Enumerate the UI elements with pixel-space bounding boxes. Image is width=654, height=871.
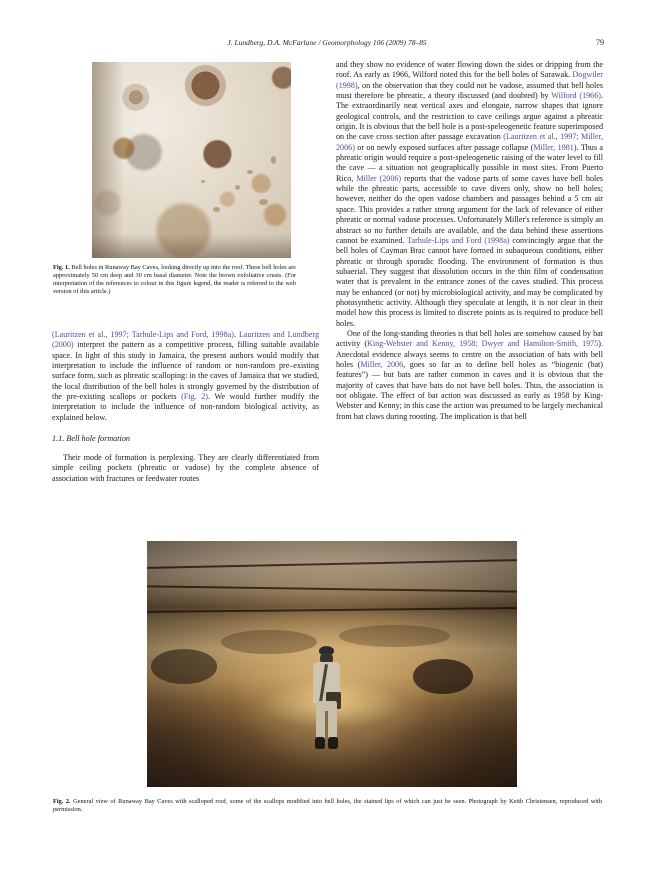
right-p2-text-a: One of the long-standing theories is that bell holes are somehow caused by bat activity ( (336, 328, 603, 349)
figure-1-crust-speck (201, 180, 205, 183)
right-p1-text-a: and they show no evidence of water flowing down the sides or dripping from the roof. As early as 1966, Wilford noted this for the bell holes of Sarawak. (336, 60, 603, 80)
left-p1-text-b: interpret the pattern as a competitive process, filling suitable available space. In light of this study in Jamaica, the present authors would modify that interpretation to include the influence of random or non-random pre–existing surface form, such as phreatic scalloping: in the caves of Jamaica that we studied, the local distribution of the bell holes is strongly governed by the distribution of the pre-existing scallops or pockets (52, 340, 319, 402)
figure-2-caption (53, 798, 602, 814)
right-paragraph-1 (336, 60, 603, 329)
left-p1-text-c: . We would further modify the interpretation to include the influence of non-random biological activity, as explained below. (52, 392, 320, 422)
running-head (50, 38, 604, 52)
page-number: 79 (596, 38, 604, 47)
citation-wilford-1966[interactable]: Wilford (1966) (551, 91, 601, 101)
figure-2-caption-text: General view of Runaway Bay Caves with scalloped roof, some of the scallops modified into bell holes, the stained lips of which can just be seen. Photograph by Keith Christensen, reproduced with permission. (53, 798, 602, 814)
figure-1-caption (53, 264, 296, 296)
left-p1-text-a: . (233, 330, 239, 339)
figure-1-image (92, 62, 291, 258)
right-p1-text-g: convincingly argue that the bell holes of Cayman Brac cannot have formed in subaqueous conditions, either phreatic or through sporadic flooding. The environment of formation is thus subaerial. They suggest that dissolution occurs in the thin film of condensation water that is prevalent in the entrance zones of the caves studied. This process may be enhanced (or not) by microbiological activity, and may be complicated by photosynthetic activity. Although they speculate at length, it is not clear in their model how this process is limited to discrete points as is required to produce bell holes. (336, 235, 604, 328)
figure-1-crust-speck (259, 199, 268, 205)
figure-1-caption-text: Bell holes in Runaway Bay Caves, looking directly up into the roof. These bell holes are approximately 50 cm deep and 30 cm basal diameter. Note the brown exfoliative crusts. (For interpretation of the references to colour in this figure legend, the reader is referred to the web version of this article.) (53, 264, 296, 296)
figure-1-shading-bottom (92, 234, 291, 258)
figure-2-label: Fig. 2. (53, 798, 71, 805)
citation-dogwiler-1998[interactable]: Dogwiler (1998) (336, 70, 603, 90)
figure-1-crust-speck (271, 156, 276, 164)
right-p1-text-e: ). Thus a phreatic origin would require a post-speleogenetic raising of the water level to fill the cave — a situation not geographically possible in most sites. From Puerto Rico, (336, 142, 603, 183)
figure-2-vignette (147, 541, 517, 787)
citation-tarhule-lips-ford-1998a[interactable]: Tarhule-Lips and Ford (1998a) (407, 235, 510, 245)
left-paragraph-1 (52, 330, 319, 423)
section-heading-bell-hole-formation: 1.1. Bell hole formation (52, 434, 131, 444)
running-head-citation: J. Lundberg, D.A. McFarlane / Geomorphology 106 (2009) 78–85 (227, 38, 427, 47)
right-paragraph-2 (336, 329, 603, 422)
citation-miller-2006[interactable]: Miller (2006) (356, 173, 402, 183)
right-p1-text-f: reports that the vadose parts of some caves have bell holes while the phreatic parts, accessible to cave divers only, show no bell holes; however, neither do the open vadose chambers and passages behind a 5 cm air space. This provides a rather strong argument for the lack of relevance of either phreatic or normal vadose processes. Unfortunately Miller's reference is simply an abstract so no further details are available, and the data behind these assertions cannot be examined. (336, 173, 603, 245)
figure-1-label: Fig. 1. (53, 264, 70, 271)
citation-king-webster-dwyer[interactable]: King-Webster and Kenny, 1958; Dwyer and Hamilton-Smith, 1975 (367, 339, 599, 349)
figure-1-shading-left (92, 62, 124, 258)
right-p1-text-d: or on newly exposed surfaces after passage collapse ( (354, 142, 534, 152)
figure-2-image (147, 541, 517, 787)
right-p2-text-c: , goes so far as to define bell holes as “biogenic (bat) features”) — but bats are rather common in caves and it is obvious that the majority of caves that have bats do not have bell holes. Thus, the association is not obligate. The effect of bat action was discussed as early as 1958 by King-Webster and Kenny; in this case the action was presumed to be largely mechanical from bat claws during roosting. The implication is that bell (336, 359, 604, 421)
right-p1-text-c: . The extraordinarily neat vertical axes and elongate, narrow shapes that ignore geological controls, and the restriction to cave ceilings argue against a phreatic origin. It is obvious that the bell hole is a post-speleogenetic feature superimposed on the cave cross section after passage excavation (336, 91, 603, 142)
left-paragraph-2: Their mode of formation is perplexing. They are clearly differentiated from simple ceiling pockets (phreatic or vadose) by the complete absence of association with fractures or feedwater routes (52, 453, 319, 483)
right-p2-text-b: ). Anecdotal evidence always seems to centre on the association of bats with bell holes ( (336, 339, 603, 369)
figure-1-crust-speck (247, 170, 253, 174)
citation-lauritzen-miller[interactable]: (Lauritzen et al., 1997; Miller, 2006) (336, 132, 603, 152)
citation-miller-2006-b[interactable]: Miller, 2006 (360, 359, 404, 369)
citation-lauritzen-lundberg-2000[interactable]: Lauritzen and Lundberg (2000) (52, 330, 319, 350)
left-column (52, 330, 319, 484)
figure-1-crust-speck (235, 185, 240, 190)
citation-lauritzen-tarhule[interactable]: (Lauritzen et al., 1997; Tarhule-Lips and Ford, 1998a) (52, 330, 234, 339)
right-p1-text-b: , on the observation that they could not be vadose, assumed that bell holes must therefore be phreatic, a theory discussed (and doubted) by (336, 80, 603, 101)
citation-miller-1981[interactable]: Miller, 1981 (533, 142, 574, 152)
figure-1-crust-speck (213, 207, 220, 212)
citation-fig-2[interactable]: (Fig. 2) (181, 392, 208, 402)
right-column (336, 60, 603, 422)
